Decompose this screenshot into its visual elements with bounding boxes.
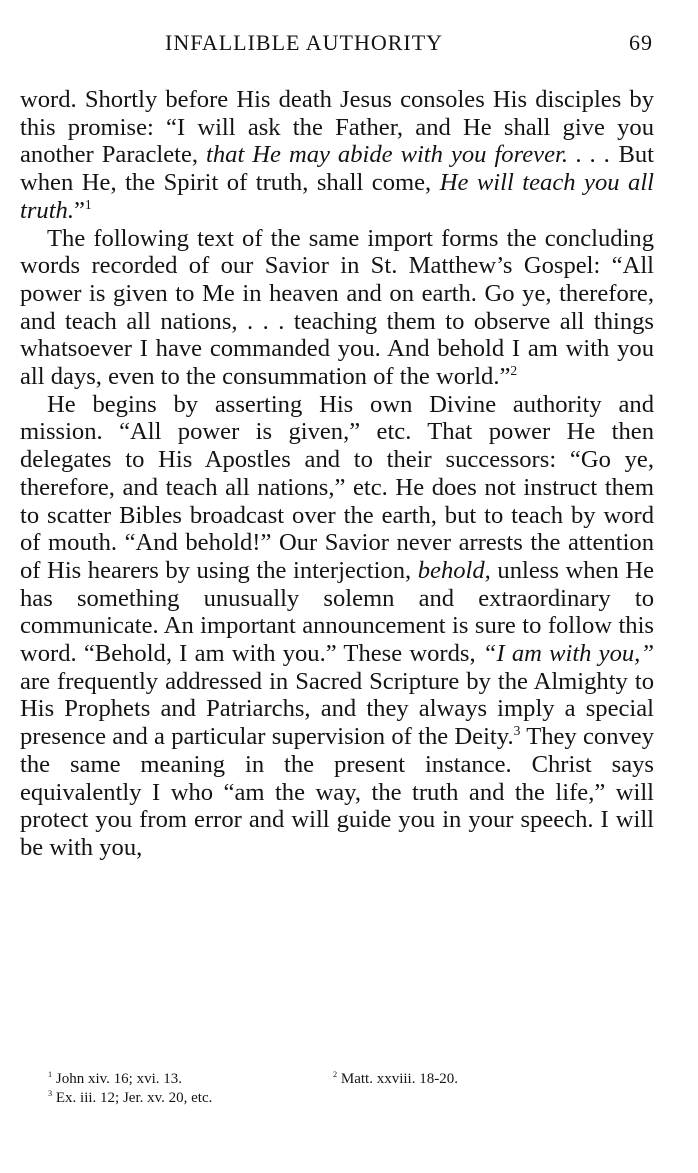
footnote-row [48, 1070, 648, 1089]
p1-close-quote: ” [73, 196, 85, 224]
p3-italic-behold: behold, [417, 556, 491, 584]
footnote-2-text: Matt. xxviii. 18-20. [340, 1071, 458, 1087]
p3-text-c: unless when He has something unusually solemn and extraordinary to communicate. An important announcement is sure to follow this word. “Behold, I am with you.” These words, [20, 556, 654, 668]
footnote-ref-3: 3 [513, 722, 521, 738]
body-text [20, 86, 654, 862]
footnote-3-number: 3 [48, 1089, 53, 1098]
p3-italic-quote: “I am with you,” [482, 640, 654, 668]
paragraph-2 [20, 225, 654, 391]
p3-text-e: are frequently addressed in Sacred Scripture by the Almighty to His Prophets and Patriarchs, and they always imply a special presence and a particular supervision of the Deity. [20, 667, 654, 751]
paragraph-1 [20, 86, 654, 225]
paragraph-3 [20, 391, 654, 862]
p3-text-f: They convey the same meaning in the present instance. Christ says equivalently I who “am the way, the truth and the life,” will protect you from error and will guide you in your speech. I will be with you, [20, 723, 655, 861]
p1-text-c: But when He, the Spirit of truth, shall come, [20, 141, 654, 197]
page-number: 69 [629, 30, 653, 55]
page-header [165, 30, 653, 60]
footnote-1-text: John xiv. 16; xvi. 13. [55, 1071, 182, 1087]
running-title: INFALLIBLE AUTHORITY [165, 30, 444, 55]
p1-italic-emphasis: He will teach you all truth. [20, 169, 655, 224]
p1-italic-quote: that He may abide with you forever. . . . [206, 141, 611, 169]
footnote-1 [48, 1071, 182, 1087]
footnote-2 [333, 1070, 458, 1089]
footnote-ref-2: 2 [510, 362, 518, 378]
footnote-ref-1: 1 [84, 196, 92, 212]
footnotes [48, 1070, 648, 1108]
footnote-row [48, 1089, 648, 1108]
p2-text: The following text of the same import forms the concluding words recorded of our Savior in St. Matthew’s Gospel: “All power is given to Me in heaven and on earth. Go ye, therefore, and teach all nations, . . . teaching them to observe all things whatsoever I have commanded you. And behold I am with you all days, even to the consummation of the world.” [20, 224, 654, 391]
p1-text-a: word. Shortly before His death Jesus consoles His disciples by this promise: “I will ask the Father, and He shall give you another Paraclete, [20, 86, 654, 169]
footnote-3-text: Ex. iii. 12; Jer. xv. 20, etc. [55, 1090, 213, 1106]
footnote-1-number: 1 [48, 1070, 53, 1079]
footnote-3 [48, 1090, 212, 1106]
footnote-2-number: 2 [333, 1070, 338, 1079]
p3-text-a: He begins by asserting His own Divine authority and mission. “All power is given,” etc. That power He then delegates to His Apostles and to their successors: “Go ye, therefore, and teach all nations,” etc. He does not instruct them to scatter Bibles broadcast over the earth, but to teach by word of mouth. “And behold!” Our Savior never arrests the attention of His hearers by using the interjection, [20, 390, 654, 584]
